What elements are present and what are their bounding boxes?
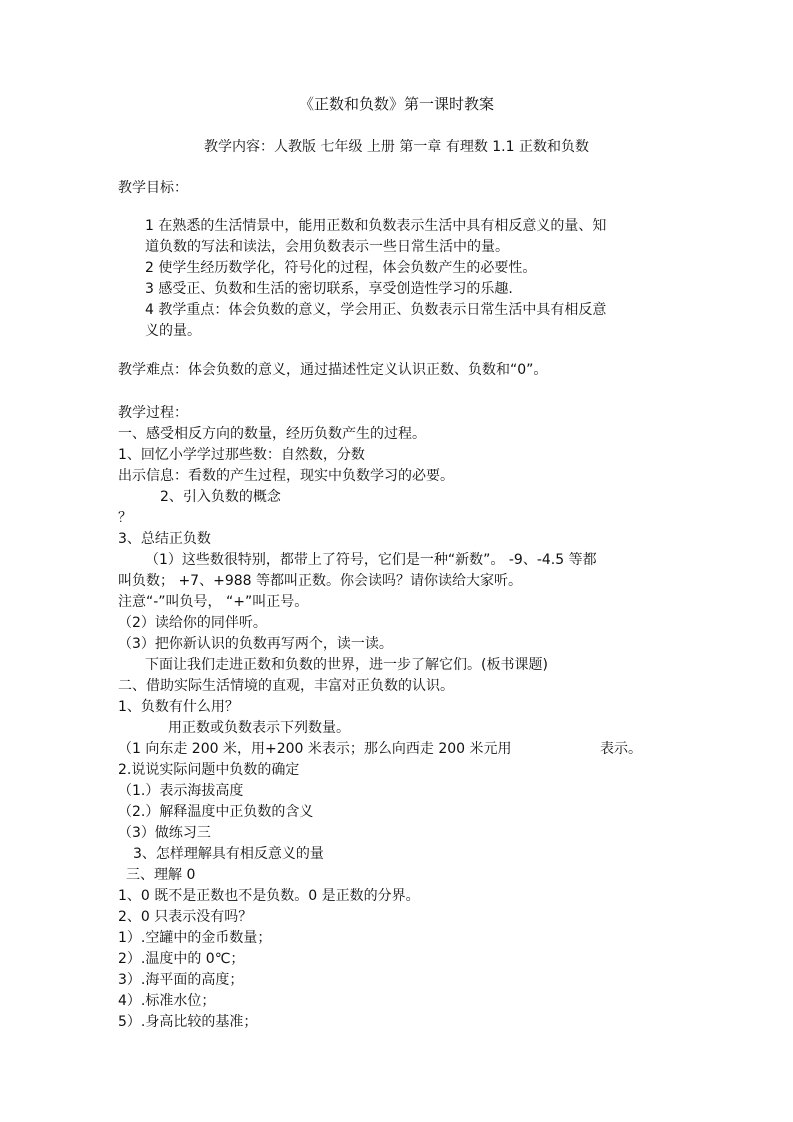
process-line: 5）.身高比较的基准； — [118, 1014, 258, 1030]
process-line: 一、感受相反方向的数量，经历负数产生的过程。 — [118, 426, 426, 442]
goals-heading: 教学目标： — [118, 180, 188, 196]
process-line: 2、0 只表示没有吗？ — [118, 909, 253, 925]
process-line-tail: 表示。 — [600, 741, 642, 757]
goal-1-line-a: 1 在熟悉的生活情景中，能用正数和负数表示生活中具有相反意义的量、知 — [145, 218, 607, 234]
process-line: 4）.标准水位； — [118, 993, 216, 1009]
process-line: （2.）解释温度中正负数的含义 — [118, 804, 314, 820]
process-line: 2、引入负数的概念 — [160, 489, 281, 505]
process-line: （1 向东走 200 米，用+200 米表示；那么向西走 200 米元用 — [118, 741, 512, 757]
process-line: 1、负数有什么用？ — [118, 699, 239, 715]
process-line: 3、总结正负数 — [118, 531, 211, 547]
process-line: 注意“-”叫负号， “+”叫正号。 — [118, 594, 309, 610]
process-line: 三、理解 0 — [126, 867, 196, 883]
process-line: （2）读给你的同伴听。 — [118, 615, 267, 631]
process-line: 3）.海平面的高度； — [118, 972, 244, 988]
process-line: 出示信息：看数的产生过程，现实中负数学习的必要。 — [118, 468, 454, 484]
process-line: 下面让我们走进正数和负数的世界，进一步了解它们。(板书课题) — [145, 657, 548, 673]
process-line: 1、回忆小学学过那些数：自然数，分数 — [118, 447, 365, 463]
difficulty-line: 教学难点：体会负数的意义，通过描述性定义认识正数、负数和“0”。 — [118, 362, 548, 378]
process-line: 叫负数； +7、+988 等都叫正数。你会读吗？请你读给大家听。 — [118, 573, 522, 589]
process-line: ？ — [118, 510, 132, 526]
goal-4-line-b: 义的量。 — [145, 323, 201, 339]
process-line: 3、怎样理解具有相反意义的量 — [133, 846, 324, 862]
process-line: 1、0 既不是正数也不是负数。0 是正数的分界。 — [118, 888, 420, 904]
process-line: （1.）表示海拔高度 — [118, 783, 244, 799]
goal-3: 3 感受正、负数和生活的密切联系，享受创造性学习的乐趣. — [145, 281, 513, 297]
process-line: （3）把你新认识的负数再写两个，读一读。 — [118, 636, 393, 652]
content-line: 教学内容：人教版 七年级 上册 第一章 有理数 1.1 正数和负数 — [204, 139, 589, 155]
process-line: （3）做练习三 — [118, 825, 211, 841]
process-line: 2.说说实际问题中负数的确定 — [118, 762, 300, 778]
goal-1-line-b: 道负数的写法和读法，会用负数表示一些日常生活中的量。 — [145, 239, 509, 255]
goal-4-line-a: 4 教学重点：体会负数的意义，学会用正、负数表示日常生活中具有相反意 — [145, 302, 607, 318]
process-heading: 教学过程： — [118, 405, 188, 421]
process-line: （1）这些数很特别，都带上了符号，它们是一种“新数”。 -9、-4.5 等都 — [145, 552, 597, 568]
page-title: 《正数和负数》第一课时教案 — [298, 95, 494, 113]
process-line: 2）.温度中的 0℃； — [118, 951, 245, 967]
process-line: 1）.空罐中的金币数量； — [118, 930, 272, 946]
process-line: 用正数或负数表示下列数量。 — [168, 720, 350, 736]
process-line: 二、借助实际生活情境的直观，丰富对正负数的认识。 — [118, 678, 454, 694]
goal-2: 2 使学生经历数学化，符号化的过程，体会负数产生的必要性。 — [145, 260, 537, 276]
